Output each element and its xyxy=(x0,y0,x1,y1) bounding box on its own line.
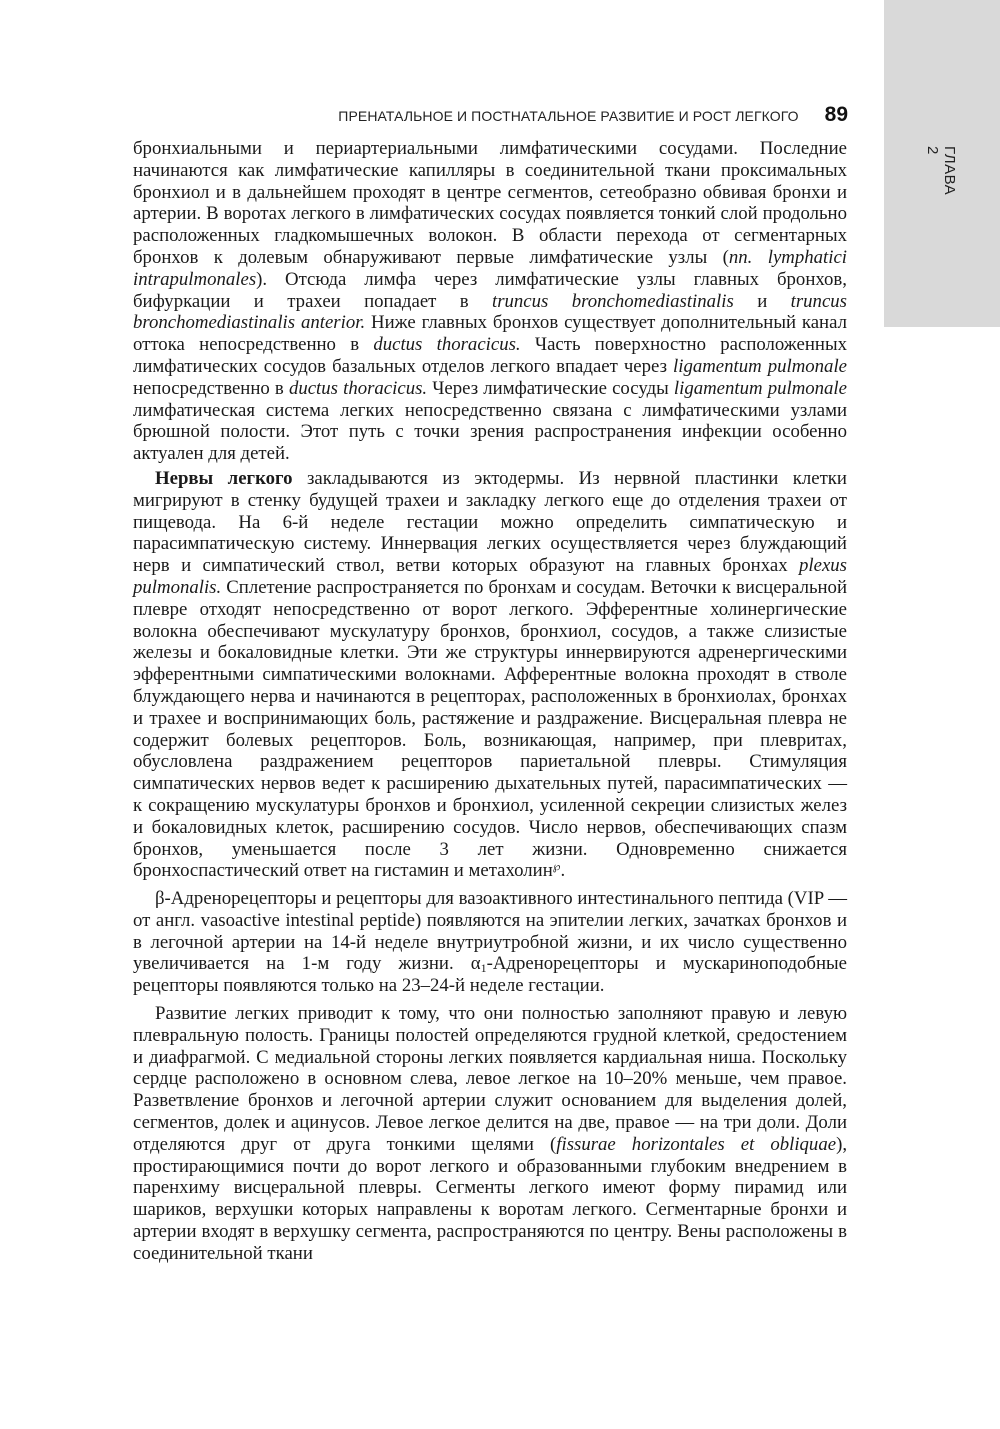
latin-term: ligamentum pulmonale xyxy=(673,355,847,377)
text-run: бронхиальными и периартериальными лимфатическими сосудами. Последние начинаются как лимфатические капилляры в соединительной ткани проксимальных бронхиол и в дальнейшем проходят в центре сегментов, сетеобразно обвивая бронхи и артерии. В воротах легкого в лимфатических сосудах появляется тонкий слой продольно расположенных гладкомышечных волокон. В области перехода от сегментарных бронхов к долевым обнаруживают первые лимфатические узлы ( xyxy=(133,138,847,268)
reference-icon: ℘ xyxy=(552,861,561,874)
text-run: ). Отсюда лимфа через лимфатические узлы главных бронхов, бифуркации и трахеи попадает в xyxy=(133,268,847,312)
running-header xyxy=(338,103,848,133)
body-text xyxy=(133,138,847,1265)
running-title: ПРЕНАТАЛЬНОЕ И ПОСТНАТАЛЬНОЕ РАЗВИТИЕ И РОСТ ЛЕГКОГО xyxy=(338,108,799,124)
text-run: закладываются из эктодермы. Из нервной пластинки клетки мигрируют в стенку будущей трахеи и закладку легкого еще до отделения трахеи от пищевода. На 6-й неделе гестации можно определить симпатическую и парасимпатическую систему. Иннервация легких осуществляется через блуждающий нерв и симпатический ствол, ветви которых образуют на главных бронхах xyxy=(133,467,847,577)
latin-term: fissurae horizontales et obliquae xyxy=(556,1133,837,1155)
latin-term: truncus bronchomediastinalis xyxy=(492,290,734,312)
text-run: Часть поверхностно расположенных лимфатических сосудов базальных отделов легкого впадает через xyxy=(133,334,847,377)
latin-term: ligamentum pulmonale xyxy=(673,377,847,399)
latin-term: ductus thoracicus. xyxy=(288,377,428,399)
paragraph-lymph xyxy=(133,138,847,465)
text-run: β-Адренорецепторы и рецепторы для вазоактивного интестинального пептида (VIP — от англ. vasoactive intestinal peptide) появляются на эпителии легких, зачатках бронхов и в легочной артерии на 14-й неделе внутриутробной жизни, и их число существенно увеличивается на 1-м году жизни. α xyxy=(133,888,847,975)
text-run: Сплетение распространяется по бронхам и сосудам. Веточки к висцеральной плевре отходят непосредственно от ворот легкого. Эфферентные холинергические волокна обеспечивают мускулатуру бронхов, бронхиол, сосудов, а также слизистые железы и бокаловидные клетки. Эти же структуры иннервируются адренергическими эфферентными симпатическими волокнами. Афферентные волокна проходят в стволе блуждающего нерва и начинаются в рецепторах, расположенных в бронхиолах, бронхах и трахее и воспринимающих боль, растяжение и раздражение. Висцеральная плевра не содержит болевых рецепторов. Боль, возникающая, например, при плевритах, обусловлена раздражением рецепторов париетальной плевры. Стимуляция симпатических нервов ведет к расширению дыхательных путей, парасимпатических — к сокращению мускулатуры бронхов и бронхиол, усиленной секреции слизистых желез и бокаловидных клеток, расширению сосудов. Число нервов, обеспечивающих спазм бронхов, уменьшается после 3 лет жизни. Одновременно снижается бронхоспастический ответ на гистамин и метахолин xyxy=(133,576,847,882)
paragraph-receptors xyxy=(133,888,847,997)
text-run: ), простирающимися почти до ворот легкого и образованными глубоким внедрением в паренхиму висцеральной плевры. Сегменты легкого имеют форму пирамид или шариков, верхушки которых направлены к воротам легкого. Сегментарные бронхи и артерии входят в верхушку сегмента, распространяются по центру. Вены расположены в соединительной ткани xyxy=(133,1133,848,1264)
text-run: непосредственно в xyxy=(133,377,289,399)
latin-term: plexus pulmonalis. xyxy=(133,555,847,598)
paragraph-nerves xyxy=(133,468,847,882)
paragraph-development xyxy=(133,1003,847,1265)
subscript: 1 xyxy=(480,961,487,976)
text-run: Через лимфатические сосуды xyxy=(427,377,674,399)
text-run: лимфатическая система легких непосредственно связана с лимфатическими узлами брюшной полости. Этот путь с точки зрения распространения инфекции особенно актуален для детей. xyxy=(133,399,847,465)
chapter-label: ГЛАВА 2 xyxy=(924,146,958,196)
text-run: Ниже главных бронхов существует дополнительный канал оттока непосредственно в xyxy=(133,312,847,356)
text-run: -Адренорецепторы и мускариноподобные рецепторы появляются только на 23–24-й неделе гестации. xyxy=(133,953,847,997)
text-run: . xyxy=(560,860,566,882)
lead-term: Нервы легкого xyxy=(155,467,293,489)
latin-term: truncus bronchomediastinalis anterior. xyxy=(133,290,847,334)
text-run: Развитие легких приводит к тому, что они полностью заполняют правую и левую плевральную полость. Границы полостей определяются грудной клеткой, средостением и диафрагмой. С медиальной стороны легких появляется кардиальная ниша. Поскольку сердце расположено в основном слева, левое легкое на 10–20% меньше, чем правое. Разветвление бронхов и легочной артерии служит основанием для выделения долей, сегментов, долек и ацинусов. Левое легкое делится на две, правое — на три доли. Доли отделяются друг от друга тонкими щелями ( xyxy=(133,1003,847,1155)
latin-term: ductus thoracicus. xyxy=(373,334,521,356)
page-number: 89 xyxy=(824,103,848,126)
text-run: и xyxy=(733,290,791,312)
latin-term: nn. lymphatici intrapulmonales xyxy=(133,246,847,290)
